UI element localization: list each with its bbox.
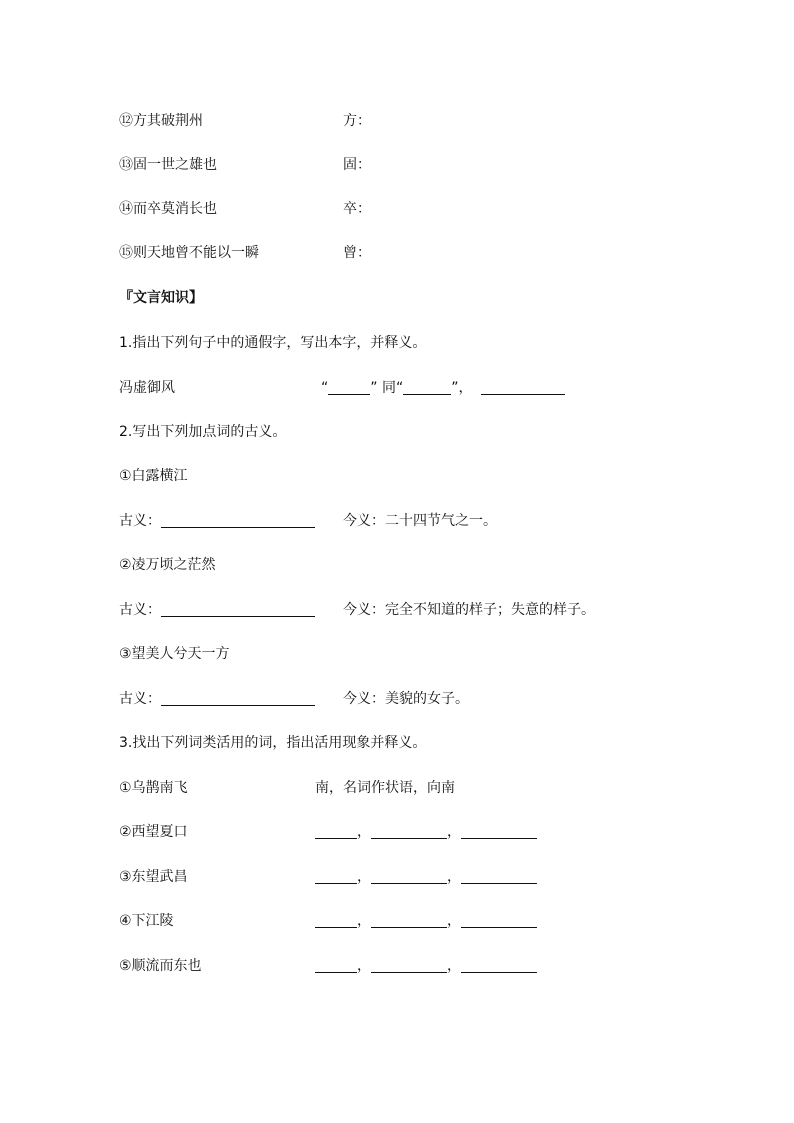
q2-meaning-row bbox=[119, 509, 754, 533]
close-quote: ” bbox=[451, 380, 459, 396]
gu-label: 古义： bbox=[119, 513, 161, 529]
tongjia-char-blank[interactable] bbox=[328, 378, 370, 395]
q3-item bbox=[119, 954, 754, 978]
q2-gu-group bbox=[119, 598, 315, 622]
separator: ， bbox=[357, 824, 371, 840]
separator: ， bbox=[357, 913, 371, 929]
vocab-key: 方： bbox=[343, 113, 371, 129]
q1-sentence: 冯虚御风 bbox=[119, 380, 175, 396]
meaning-blank[interactable] bbox=[461, 867, 537, 884]
separator: ， bbox=[357, 958, 371, 974]
gu-meaning-blank[interactable] bbox=[161, 511, 315, 528]
q2-gu-group bbox=[119, 509, 315, 533]
usage-blank[interactable] bbox=[371, 867, 447, 884]
q1-prompt: 1.指出下列句子中的通假字，写出本字，并释义。 bbox=[119, 335, 427, 351]
q3-sentence: ③东望武昌 bbox=[119, 869, 188, 885]
q2-gu-group bbox=[119, 687, 315, 711]
ben-char-blank[interactable] bbox=[403, 378, 451, 395]
jin-meaning: 今义：二十四节气之一。 bbox=[343, 513, 497, 529]
tong-label: 同 bbox=[381, 380, 396, 396]
q2-meaning-row bbox=[119, 598, 754, 622]
gu-meaning-blank[interactable] bbox=[161, 600, 315, 617]
vocab-key: 卒： bbox=[343, 201, 371, 217]
q2-sentence: ②凌万顷之茫然 bbox=[119, 557, 216, 573]
vocab-key: 曾： bbox=[343, 245, 371, 261]
usage-blank[interactable] bbox=[371, 956, 447, 973]
vocab-item bbox=[119, 241, 754, 265]
q3-sentence: ①乌鹊南飞 bbox=[119, 780, 188, 796]
q3-answer-blanks bbox=[315, 954, 537, 978]
vocab-sentence: ⑫方其破荆州 bbox=[119, 113, 203, 129]
vocab-item bbox=[119, 197, 754, 221]
vocab-sentence: ⑮则天地曾不能以一瞬 bbox=[119, 245, 259, 261]
separator: ， bbox=[447, 869, 461, 885]
q3-answer-blanks bbox=[315, 909, 537, 933]
section-heading: 『文言知识】 bbox=[119, 290, 203, 306]
open-quote: “ bbox=[395, 380, 404, 396]
q1-answer-line bbox=[321, 376, 565, 400]
q2-prompt: 2.写出下列加点词的古义。 bbox=[119, 424, 287, 440]
close-quote: ” bbox=[370, 380, 378, 396]
q2-sentence: ③望美人兮天一方 bbox=[119, 646, 230, 662]
meaning-blank[interactable] bbox=[461, 822, 537, 839]
q3-item bbox=[119, 865, 754, 889]
q3-sentence: ⑤顺流而东也 bbox=[119, 958, 202, 974]
q3-sentence: ④下江陵 bbox=[119, 913, 174, 929]
separator: ， bbox=[447, 913, 461, 929]
gu-meaning-blank[interactable] bbox=[161, 689, 315, 706]
q3-sentence: ②西望夏口 bbox=[119, 824, 188, 840]
separator: ， bbox=[447, 958, 461, 974]
word-blank[interactable] bbox=[315, 911, 357, 928]
q1-item bbox=[119, 376, 754, 400]
q2-sentence: ①白露横江 bbox=[119, 468, 188, 484]
gu-label: 古义： bbox=[119, 602, 161, 618]
q3-item bbox=[119, 820, 754, 844]
q3-answer-blanks bbox=[315, 865, 537, 889]
vocab-item bbox=[119, 109, 754, 133]
meaning-blank[interactable] bbox=[461, 956, 537, 973]
separator: ， bbox=[447, 824, 461, 840]
comma: ， bbox=[458, 380, 473, 396]
gu-label: 古义： bbox=[119, 691, 161, 707]
q3-example-answer: 南，名词作状语，向南 bbox=[315, 780, 455, 796]
jin-meaning: 今义：完全不知道的样子；失意的样子。 bbox=[343, 602, 595, 618]
q3-prompt: 3.找出下列词类活用的词，指出活用现象并释义。 bbox=[119, 735, 427, 751]
meaning-blank[interactable] bbox=[461, 911, 537, 928]
usage-blank[interactable] bbox=[371, 822, 447, 839]
q3-item bbox=[119, 909, 754, 933]
jin-meaning: 今义：美貌的女子。 bbox=[343, 691, 469, 707]
vocab-sentence: ⑬固一世之雄也 bbox=[119, 157, 217, 173]
open-quote: “ bbox=[321, 380, 329, 396]
q3-example bbox=[119, 776, 754, 800]
word-blank[interactable] bbox=[315, 867, 357, 884]
separator: ， bbox=[357, 869, 371, 885]
word-blank[interactable] bbox=[315, 956, 357, 973]
q2-meaning-row bbox=[119, 687, 754, 711]
word-blank[interactable] bbox=[315, 822, 357, 839]
vocab-key: 固： bbox=[343, 157, 371, 173]
q3-answer-blanks bbox=[315, 820, 537, 844]
vocab-item bbox=[119, 153, 754, 177]
meaning-blank[interactable] bbox=[481, 378, 565, 395]
usage-blank[interactable] bbox=[371, 911, 447, 928]
vocab-sentence: ⑭而卒莫消长也 bbox=[119, 201, 217, 217]
